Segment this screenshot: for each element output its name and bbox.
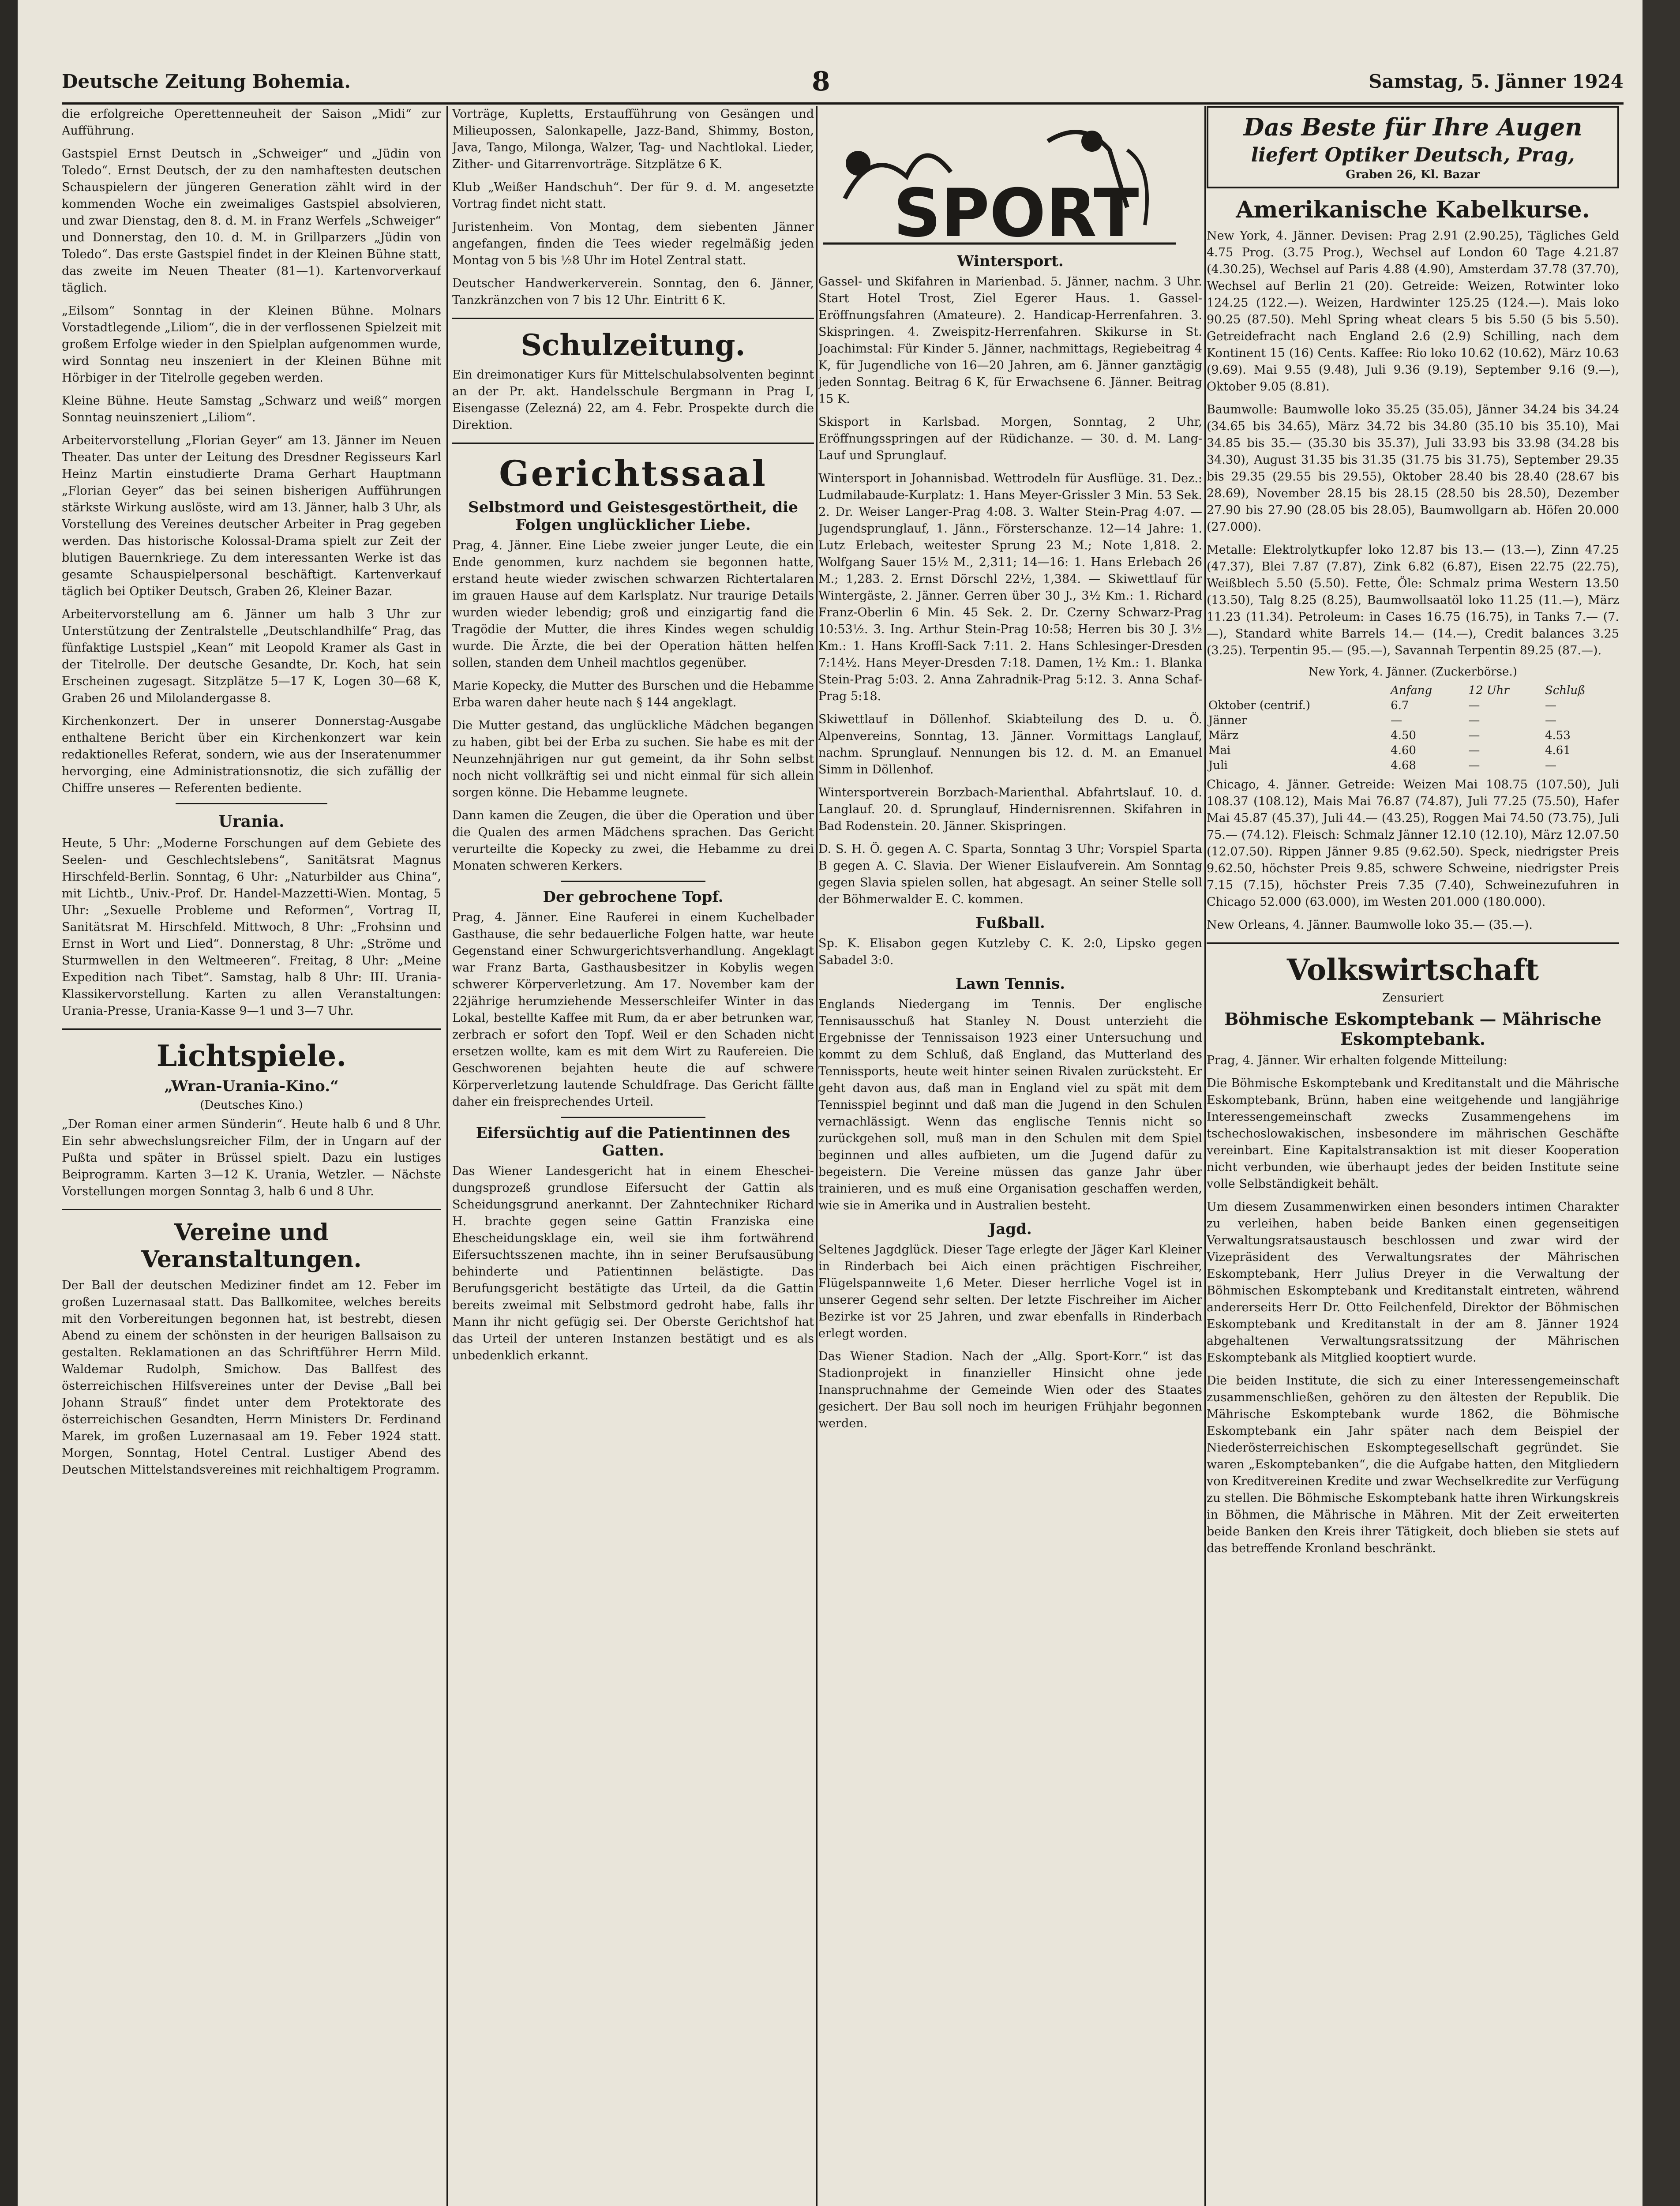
cinema-note: (Deutsches Kino.) [200, 1099, 303, 1112]
page-header [62, 66, 1624, 101]
article-text: Gassel- und Skifahren in Marienbad. 5. Jänner, nachm. 3 Uhr. Start Hotel Trost, Ziel Egerer Haus. 1. Gassel-Eröffnungsfahren (Amateure). 2. Handicap-Herrenfahren. 3. Skispringen. 4. Zweispitz-Herrenfahren. Skikurse in St. Joachimstal: Für Kinder 5. Jänner, nachmittags, Regiebeitrag 4 K, für Jugendliche von 16—20 Jahren, am 6. Jänner ganztägig jeden Sonntag. Beitrag 6 K, für Erwachsene 6. Jänner. Beitrag 15 K. [818, 275, 1202, 406]
section-heading-volkswirtschaft: Volkswirtschaft [1286, 953, 1539, 987]
table-row [1207, 698, 1619, 713]
section-heading-lichtspiele: Lichtspiele. [156, 1039, 347, 1073]
article-text: Kleine Bühne. Heute Samstag „Schwarz und weiß“ morgen Sonntag neuinszeniert „Liliom“. [62, 394, 441, 424]
table-cell: — [1468, 699, 1480, 712]
article-text: D. S. H. Ö. gegen A. C. Sparta, Sonntag 3 Uhr; Vorspiel Sparta B gegen A. C. Slavia. Der Wiener Eislaufverein. Am Sonntag gegen Slavia spielen sollen, hat abgesagt. An seiner Stelle soll der Böhmerwalder E. C. kommen. [818, 842, 1202, 906]
section-divider [1207, 942, 1619, 944]
section-note: Zensuriert [1382, 991, 1444, 1005]
section-divider [561, 1117, 705, 1118]
article-text: Arbeitervorstellung „Florian Geyer“ am 13. Jänner im Neuen Theater. Das unter der Leitung des Dresdner Regisseurs Karl Heinz Martin einstudierte Drama Gerhart Hauptmann „Florian Geyer“ das bei seinen bisherigen Aufführungen stärkste Wirkung auslöste, wird am 13. Jänner, halb 3 Uhr, als Vorstellung des Vereines deutscher Arbeiter in Prag gegeben werden. Das historische Kolossal-Drama spielt zur Zeit der blutigen Bauernkriege. Zu dem interessanten Werke ist das gesamte Schauspielpersonal beschäftigt. Kartenverkauf täglich bei Optiker Deutsch, Graben 26, Kleiner Bazar. [62, 434, 441, 598]
table-cell: — [1545, 759, 1556, 772]
article-text: Um diesem Zusammenwirken einen besonders intimen Charakter zu verleihen, haben beide Banken einen gegenseitigen Verwaltungsratsaustausch beschlossen und zwar wird der Vizepräsident des Verwaltungsrates der Mährischen Eskomptebank, Herr Julius Dreyer in die Verwaltung der Böhmischen Eskomptebank und Kreditanstalt eintreten, während andererseits Herr Dr. Otto Feilchenfeld, Direktor der Böhmischen Eskomptebank und Kreditanstalt in der am 8. Jänner 1924 abgehaltenen Verwaltungsratssitzung der Mährischen Eskomptebank als Mitglied kooptiert wurde. [1207, 1200, 1619, 1365]
article-text: Skiwettlauf in Döllenhof. Skiabteilung des D. u. Ö. Alpenvereins, Sonntag, 13. Jänner. Vormittags Langlauf, nachm. Sprunglauf. Nennungen bis 12. d. M. an Emanuel Simm in Döllenhof. [818, 713, 1202, 777]
ad-address: Graben 26, Kl. Bazar [1346, 168, 1480, 181]
article-text: Wintersport in Johannisbad. Wettrodeln für Ausflüge. 31. Dez.: Ludmilabaude-Kurplatz: 1. Hans Meyer-Grissler 3 Min. 53 Sek. 2. Dr. Weiser Langer-Prag 4:08. 3. Walter Stein-Prag 4:07. — Jugendsprunglauf, 1. Jänn., Försterschanze. 12—14 Jahre: 1. Lutz Erlebach, weitester Sprung 23 M.; Note 1,818. 2. Wolfgang Sauer 15½ M., 2,311; 14—16: 1. Hans Erlebach 26 M.; 1,283. 2. Ernst Dörschl 22½, 1,384. — Skiwettlauf für Wintergäste, 2. Jänner. Gerren über 30 J., 3½ Km.: 1. Richard Franz-Oberlin 6 Min. 45 Sek. 2. Dr. Czerny Schwarz-Prag 10:53½. 3. Ing. Arthur Stein-Prag 10:58; Herren bis 30 J. 3½ Km.: 1. Hans Kroffl-Sack 7:11. 2. Hans Schlesinger-Dresden 7:14½. Hans Meyer-Dresden 7:18. Damen, 1½ Km.: 1. Blanka Stein-Prag 5:03. 2. Anna Zahradnik-Prag 5:12. 3. Anna Schaf-Prag 5:18. [818, 472, 1202, 703]
table-row [1207, 743, 1619, 758]
table-cell: — [1545, 699, 1556, 712]
article-text: Die Mutter gestand, das unglückliche Mädchen begangen zu haben, gibt bei der Erba zu suchen. Sie habe es mit der Neunzehnjährigen nur gut gemeint, da ihr Sohn selbst noch nicht vollkräftig sei und nicht einmal für sich allein sorgen könne. Die Hebamme leugnete. [452, 719, 814, 799]
ad-company: liefert Optiker Deutsch, Prag, [1251, 144, 1575, 166]
section-divider [452, 318, 814, 319]
table-cell: Juli [1208, 759, 1228, 772]
section-heading-kabelkurse: Amerikanische Kabelkurse. [1236, 196, 1590, 223]
article-subheading: Fußball. [975, 914, 1045, 932]
article-text: Prag, 4. Jänner. Eine Rauferei in einem Kuchelbader Gasthause, die sehr bedauerliche Folgen hatte, war heute Gegenstand einer Schwurgerichtsverhandlung. Angeklagt war Franz Barta, Gasthausbesitzer in Kobylis wegen schwerer Körperverletzung. Am 17. November kam der 22jährige herumziehende Messerschleifer Winter in das Lokal, bestellte Kaffee mit Rum, da er aber betrunken war, zerbrach er sofort den Topf. Weil er den Schaden nicht ersetzen wollte, kam es mit dem Wirt zu Raufereien. Die Geschworenen bejahten heute die auf schwere Körperverletzung lautende Schuldfrage. Das Gericht fällte daher ein freisprechendes Urteil. [452, 911, 814, 1109]
header-date: Samstag, 5. Jänner 1924 [1369, 71, 1624, 92]
section-heading-schulzeitung: Schulzeitung. [521, 328, 746, 362]
table-cell: Oktober (centrif.) [1208, 699, 1311, 712]
header-rule [62, 102, 1624, 105]
article-text: Marie Kopecky, die Mutter des Burschen und die Hebamme Erba waren daher heute nach § 144 angeklagt. [452, 679, 814, 709]
article-text: Wintersportverein Borzbach-Marienthal. Abfahrtslauf. 10. d. Langlauf. 20. d. Sprunglauf, Hindernisrennen. Skifahren in Bad Rodenstein. 20. Jänner. Skispringen. [818, 786, 1202, 833]
article-text: Deutscher Handwerkerverein. Sonntag, den 6. Jänner, Tanzkränzchen von 7 bis 12 Uhr. Eintritt 6 K. [452, 277, 814, 307]
article-text: Prag, 4. Jänner. Eine Liebe zweier junger Leute, die ein Ende genommen, kurz nachdem sie begonnen hatte, erstand heute wieder zwischen schwarzen Richtertalaren im grauen Hause auf dem Karlsplatz. Nur traurige Details wurden wieder lebendig; groß und einzigartig fand die Tragödie der Mutter, die ihres Kindes wegen schuldig wurde. Die Ärzte, die bei der Operation hätten helfen sollen, standen dem Unheil machtlos gegenüber. [452, 539, 814, 670]
sport-logo-text: SPORT [893, 175, 1139, 247]
article-text: Seltenes Jagdglück. Dieser Tage erlegte der Jäger Karl Kleiner in Rinderbach bei Aich einen prächtigen Fischreiher, Flügelspannweite 1,6 Meter. Dieser herrliche Vogel ist in unserer Gegend sehr selten. Der letzte Fischreiher im Aicher Bezirke ist vor 25 Jahren, und zwar ebenfalls in Rinderbach erlegt worden. [818, 1243, 1202, 1340]
section-divider [452, 443, 814, 444]
table-cell: — [1545, 714, 1556, 727]
article-subheading: Lawn Tennis. [955, 975, 1065, 993]
table-cell: — [1468, 714, 1480, 727]
section-divider [176, 803, 327, 804]
table-cell: — [1468, 759, 1480, 772]
article-subheading: Selbstmord und Geistesgestörtheit, die Folgen unglücklicher Liebe. [468, 499, 798, 534]
column-divider [446, 106, 448, 2206]
column-1 [62, 106, 441, 2206]
table-cell: — [1468, 744, 1480, 757]
article-subheading: Der gebrochene Topf. [543, 888, 724, 906]
scan-left-edge [0, 0, 18, 2206]
table-cell: — [1468, 729, 1480, 742]
article-text: Baumwolle: Baumwolle loko 35.25 (35.05), Jänner 34.24 bis 34.24 (34.65 bis 34.65), März 34.72 bis 34.80 (35.10 bis 35.10), Mai 34.85 bis 35.— (35.30 bis 35.37), Juli 33.93 bis 33.98 (34.28 bis 34.30), August 31.35 bis 31.35 (31.75 bis 31.75), September 29.35 bis 29.35 (29.55 bis 29.55), Oktober 28.40 bis 28.40 (28.67 bis 28.69), November 28.15 bis 28.15 (28.50 bis 28.50), Dezember 27.90 bis 27.90 (28.05 bis 28.05), Baumwollgarn ab. Höfen 20.000 (27.000). [1207, 403, 1619, 534]
article-text: Kirchenkonzert. Der in unserer Donnerstag-Ausgabe enthaltene Bericht über ein Kirchenkonzert war kein redaktionelles Referat, sondern, wie aus der Inseratenummer hervorging, eine Administrationsnotiz, die sich zufällig der Chiffre unseres — Referenten bediente. [62, 714, 441, 795]
table-cell: Mai [1208, 744, 1231, 757]
table-header [1207, 683, 1389, 698]
article-text: „Der Roman einer armen Sünderin“. Heute halb 6 und 8 Uhr. Ein sehr abwechslungsreicher Film, der in Ungarn auf der Pußta und später in Brüssel spielt. Dazu ein lustiges Beiprogramm. Karten 3—12 K. Urania, Wetzler. — Nächste Vorstellungen morgen Sonntag 3, halb 6 und 8 Uhr. [62, 1118, 441, 1198]
article-subheading: Jagd. [989, 1220, 1032, 1238]
table-cell: 4.53 [1545, 729, 1571, 742]
article-text: Metalle: Elektrolytkupfer loko 12.87 bis 13.— (13.—), Zinn 47.25 (47.37), Blei 7.87 (7.87), Zink 6.82 (6.87), Eisen 22.75 (22.75), Weißblech 5.50 (5.50). Fette, Öle: Schmalz prima Western 13.50 (13.50), Talg 8.25 (8.25), Baumwollsaatöl loko 11.25 (11.—), März 11.23 (11.34). Petroleum: in Cases 16.75 (16.75), in Tanks 7.— (7.—), Standard white Barrels 14.— (14.—), Credit balances 3.25 (3.25). Terpentin 95.— (95.—), Savannah Terpentin 89.25 (87.—). [1207, 543, 1619, 657]
article-text: Vorträge, Kupletts, Erstaufführung von Gesängen und Milieupossen, Salonkapelle, Jazz-Band, Shimmy, Boston, Java, Tango, Milonga, Walzer, Tag- und Nachtlokal. Lieder, Zither- und Gitarrenvorträge. Sitzplätze 6 K. [452, 107, 814, 171]
article-text: „Eilsom“ Sonntag in der Kleinen Bühne. Molnars Vorstadtlegende „Liliom“, die in der verflossenen Spielzeit mit großem Erfolge wieder in den Spielplan aufgenommen wurde, wird Sonntag neu inszeniert in der Kleinen Bühne mit Hörbiger in der Titelrolle gegeben werden. [62, 304, 441, 385]
table-cell: — [1391, 714, 1402, 727]
optician-advertisement [1207, 106, 1619, 188]
article-text: Dann kamen die Zeugen, die über die Operation und über die Qualen des armen Mädchens sprachen. Das Gericht verurteilte die Kopecky zu zwei, die Hebamme zu drei Monaten schweren Kerkers. [452, 809, 814, 873]
article-subheading: Böhmische Eskomptebank — Mährische Eskomptebank. [1224, 1009, 1601, 1049]
scan-right-edge [1642, 0, 1680, 2206]
article-text: Klub „Weißer Handschuh“. Der für 9. d. M. angesetzte Vortrag findet nicht statt. [452, 180, 814, 211]
table-cell: 4.68 [1391, 759, 1416, 772]
sugar-price-table [1207, 683, 1619, 773]
table-row [1207, 728, 1619, 743]
header-newspaper-name: Deutsche Zeitung Bohemia. [62, 71, 351, 92]
column-3 [818, 106, 1202, 2206]
article-text: Die Böhmische Eskomptebank und Kreditanstalt und die Mährische Eskomptebank, Brünn, haben eine weitgehende und langjährige Interessengemeinschaft zwecks Zusammengehens im tschechoslowakischen, insbesondere im mährischen Geschäfte vereinbart. Eine Kapitalstransaktion ist mit dieser Kooperation nicht verbunden, wie überhaupt jedes der beiden Institute seine volle Selbständigkeit behält. [1207, 1077, 1619, 1191]
table-header: Anfang [1391, 684, 1432, 697]
section-divider [62, 1209, 441, 1210]
table-cell: März [1208, 729, 1239, 742]
table-cell: Jänner [1208, 714, 1247, 727]
section-heading-gerichtssaal: Gerichtssaal [499, 453, 767, 494]
article-subheading: Wintersport. [957, 252, 1064, 270]
article-text: Juristenheim. Von Montag, dem siebenten Jänner angefangen, finden die Tees wieder regelmäßig jeden Montag von 5 bis ½8 Uhr im Hotel Zentral statt. [452, 220, 814, 267]
section-divider [62, 1028, 441, 1030]
column-divider [1204, 106, 1206, 2206]
article-text: die erfolgreiche Operettenneuheit der Saison „Midi“ zur Aufführung. [62, 107, 441, 138]
article-text: Chicago, 4. Jänner. Getreide: Weizen Mai 108.75 (107.50), Juli 108.37 (108.12), Mais Mai 76.87 (74.87), Juli 77.25 (75.50), Hafer Mai 45.87 (45.37), Juli 44.— (43.25), Roggen Mai 74.50 (73.75), Juli 75.— (74.12). Fleisch: Schmalz Jänner 12.10 (12.10), März 12.07.50 (12.07.50). Rippen Jänner 9.85 (9.62.50). Speck, niedrigster Preis 9.62.50, höchster Preis 9.85, schwere Schweine, niedrigster Preis 7.15 (7.15), höchster Preis 7.35 (7.40), Schweinezufuhren in Chicago 52.000 (63.000), im Westen 201.000 (180.000). [1207, 778, 1619, 909]
column-divider [816, 106, 818, 2206]
table-cell: 4.61 [1545, 744, 1571, 757]
table-header: Schluß [1545, 684, 1586, 697]
article-subheading: Eifersüchtig auf die Patientinnen des Gatten. [476, 1124, 791, 1159]
article-text: Englands Niedergang im Tennis. Der englische Tennisausschuß hat Stanley N. Doust unterzieht die Ergebnisse der Tennissaison 1923 einer Untersuchung und kommt zu dem Schluß, daß England, das Mutterland des Tennissports, heute weit hinter seinen Rivalen zurücksteht. Er geht davon aus, daß man in England viel zu spät mit dem Tennisspiel beginnt und daß man die Jugend in den Schulen vernachlässigt. Wenn das englische Tennis nicht so zurückgehen soll, muß man in den Schulen mit dem Spiel beginnen und alles aufbieten, um die Jugend dafür zu begeistern. Die Vereine müssen das ganze Jahr über trainieren, und es muß eine Organisation geschaffen werden, wie sie in Amerika und in Australien besteht. [818, 998, 1202, 1212]
article-text: Arbeitervorstellung am 6. Jänner um halb 3 Uhr zur Unterstützung der Zentralstelle „Deutschlandhilfe“ Prag, das fünfaktige Lustspiel „Kean“ mit Leopold Kramer als Gast in der Titelrolle. Der deutsche Gesandte, Dr. Koch, hat sein Erscheinen zugesagt. Sitzplätze 5—17 K, Logen 30—68 K, Graben 26 und Milolandergasse 8. [62, 608, 441, 705]
article-text: Prag, 4. Jänner. Wir erhalten folgende Mitteilung: [1207, 1054, 1508, 1067]
article-text: Die beiden Institute, die sich zu einer Interessengemeinschaft zusammenschließen, gehören zu den ältesten der Republik. Die Mährische Eskomptebank wurde 1862, die Böhmische Eskomptebank ein Jahr später nach dem Beispiel der Niederösterreichischen Eskomptegesellschaft gegründet. Sie waren „Eskomptebanken“, die die Aufgabe hatten, den Mitgliedern von Kreditvereinen Kredite und zwar Wechselkredite zur Verfügung zu stellen. Die Böhmische Eskomptebank hatte ihren Wirkungskreis in Böhmen, die Mährische in Mähren. Mit der Zeit erweiterten beide Banken den Kreis ihrer Tätigkeit, doch blieben sie stets auf das betreffende Kronland beschränkt. [1207, 1374, 1619, 1555]
article-text: Das Wiener Landesgericht hat in einem Eheschei-dungsprozeß grundlose Eifersucht der Gattin als Scheidungsgrund anerkannt. Der Zahntechniker Richard H. brachte gegen seine Gattin Franziska eine Ehescheidungsklage ein, weil sie ihm fortwährend Eifersuchtsszenen machte, ihn in seiner Berufsausübung behinderte und Patientinnen belästigte. Das Berufungsgericht bestätigte das Urteil, da die Gattin bereits zweimal mit Selbstmord gedroht habe, falls ihr Mann ihr nicht gefügig sei. Der Oberste Gerichtshof hat das Urteil der unteren Instanzen bestätigt und es als unbedenklich erkannt. [452, 1164, 814, 1362]
table-row [1207, 758, 1619, 773]
header-page-number: 8 [812, 66, 830, 97]
section-heading-urania: Urania. [218, 812, 285, 831]
table-cell: 4.50 [1391, 729, 1416, 742]
article-text: Sp. K. Elisabon gegen Kutzleby C. K. 2:0, Lipsko gegen Sabadel 3:0. [818, 937, 1202, 967]
article-text: Ein dreimonatiger Kurs für Mittelschulabsolventen beginnt an der Pr. akt. Handelsschule Bergmann in Prag I, Eisengasse (Zelezná) 22, am 4. Febr. Prospekte durch die Direktion. [452, 368, 814, 432]
article-text: New York, 4. Jänner. Devisen: Prag 2.91 (2.90.25), Tägliches Geld 4.75 Prog. (3.75 Prog.), Wechsel auf London 60 Tage 4.21.87 (4.30.25), Wechsel auf Paris 4.88 (4.90), Amsterdam 37.78 (37.70), Wechsel auf Berlin 21 (20). Getreide: Weizen, Rotwinter loko 124.25 (122.—). Weizen, Hardwinter 125.25 (124.—). Mais loko 90.25 (87.50). Mehl Spring wheat clears 5 bis 5.50 (5 bis 5.50). Getreidefracht nach England 2.6 (2.9) Schilling, nach dem Kontinent 15 (16) Cents. Kaffee: Rio loko 10.62 (10.62), März 10.63 (9.69). Mai 9.55 (9.48), Juli 9.36 (9.19), September 9.16 (9.—), Oktober 9.05 (8.81). [1207, 229, 1619, 394]
sport-logo-illustration [818, 110, 1180, 247]
article-text: New Orleans, 4. Jänner. Baumwolle loko 35.— (35.—). [1207, 918, 1533, 932]
table-cell: 4.60 [1391, 744, 1416, 757]
ad-headline: Das Beste für Ihre Augen [1243, 113, 1582, 141]
column-4 [1207, 106, 1619, 2206]
sugar-exchange-heading: New York, 4. Jänner. (Zuckerbörse.) [1309, 665, 1517, 679]
article-text: Gastspiel Ernst Deutsch in „Schweiger“ und „Jüdin von Toledo“. Ernst Deutsch, der zu den namhaftesten deutschen Schauspielern der jüngeren Generation zählt wird in der kommenden Woche ein zweimaliges Gastspiel absolvieren, und zwar Dienstag, den 8. d. M. in Franz Werfels „Schweiger“ und Donnerstag, den 10. d. M. in Grillparzers „Jüdin von Toledo“. Das erste Gastspiel findet in der Kleinen Bühne statt, das zweite im Neuen Theater (81—1). Kartenvorverkauf täglich. [62, 147, 441, 295]
cinema-name: „Wran-Urania-Kino.“ [164, 1077, 339, 1095]
article-text: Das Wiener Stadion. Nach der „Allg. Sport-Korr.“ ist das Stadionprojekt in finanzieller Hinsicht ohne jede Inanspruchnahme der Gemeinde Wien oder des Staates gesichert. Der Bau soll noch im heurigen Frühjahr begonnen werden. [818, 1350, 1202, 1430]
article-text: Heute, 5 Uhr: „Moderne Forschungen auf dem Gebiete des Seelen- und Geschlechtslebens“, Sanitätsrat Magnus Hirschfeld-Berlin. Sonntag, 6 Uhr: „Naturbilder aus China“, mit Lichtb., Univ.-Prof. Dr. Handel-Mazzetti-Wien. Montag, 5 Uhr: „Sexuelle Probleme und Reformen“, Vortrag II, Sanitätsrat M. Hirschfeld. Mittwoch, 8 Uhr: „Frohsinn und Ernst in Wort und Lied“. Donnerstag, 8 Uhr: „Ströme und Sturmwellen in den Weltmeeren“. Freitag, 8 Uhr: „Meine Expedition nach Tibet“. Samstag, halb 8 Uhr: III. Urania-Klassikervorstellung. Karten zu allen Veranstaltungen: Urania-Presse, Urania-Kasse 9—1 und 3—7 Uhr. [62, 837, 441, 1018]
article-text: Skisport in Karlsbad. Morgen, Sonntag, 2 Uhr, Eröffnungsspringen auf der Rüdichanze. — 30. d. M. Lang-Lauf und Sprunglauf. [818, 415, 1202, 462]
section-heading-vereine: Vereine und Veranstaltungen. [141, 1219, 362, 1273]
table-header: 12 Uhr [1468, 684, 1509, 697]
column-2 [452, 106, 814, 2206]
section-divider [561, 881, 705, 882]
table-cell: 6.7 [1391, 699, 1409, 712]
table-row [1207, 713, 1619, 728]
article-text: Der Ball der deutschen Mediziner findet am 12. Feber im großen Luzernasaal statt. Das Ballkomitee, welches bereits mit den Vorbereitungen begonnen hat, ist bestrebt, diesen Abend zu einem der schönsten in der heurigen Ballsaison zu gestalten. Reklamationen an das Schriftführer Herrn Mild. Waldemar Rudolph, Smichow. Das Ballfest des österreichischen Hilfsvereines unter der Devise „Ball bei Johann Strauß“ findet unter dem Protektorate des österreichischen Gesandten, Herrn Ministers Dr. Ferdinand Marek, im großen Luzernasaal am 19. Feber 1924 statt. Morgen, Sonntag, Hotel Central. Lustiger Abend des Deutschen Mittelstandsvereines mit reichhaltigem Programm. [62, 1279, 441, 1477]
